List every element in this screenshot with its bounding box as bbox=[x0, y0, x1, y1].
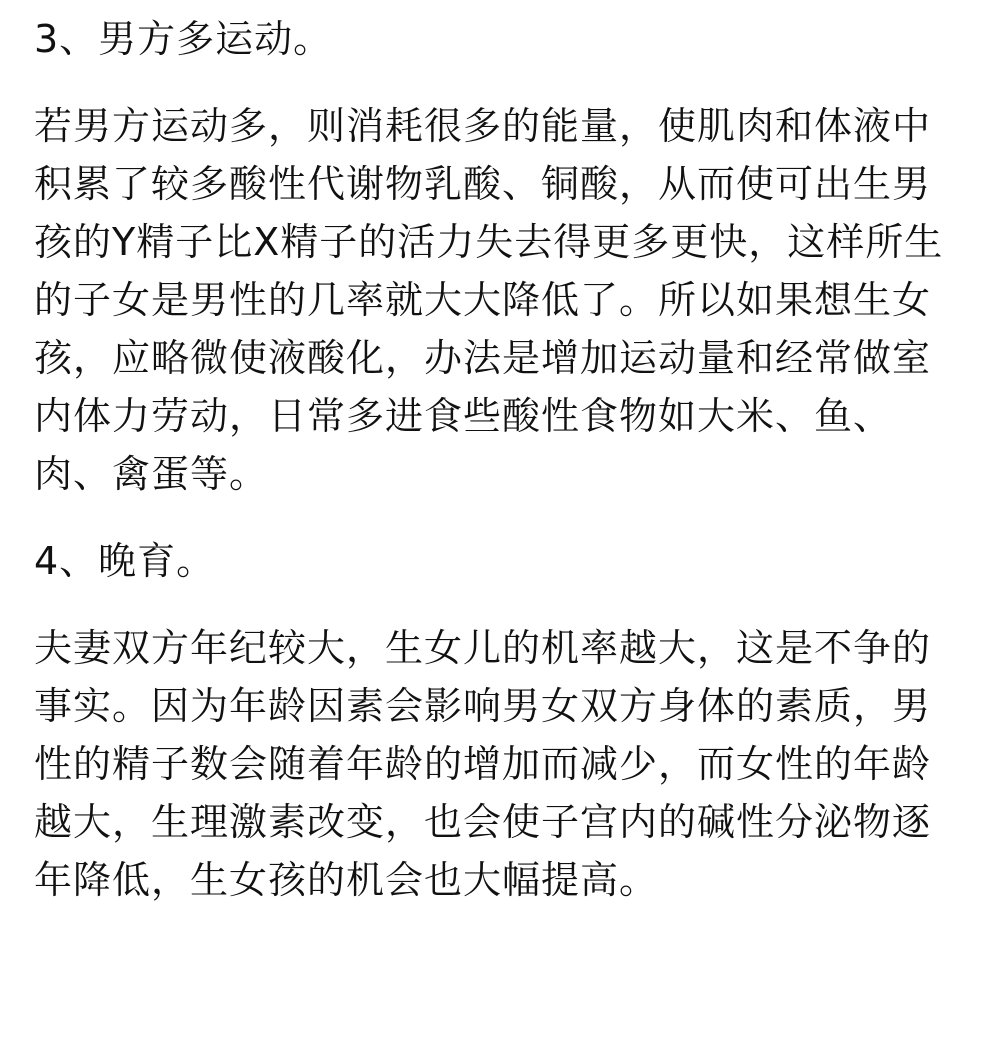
section-heading-3: 3、男方多运动。 bbox=[34, 17, 333, 61]
section-heading-4: 4、晚育。 bbox=[34, 539, 216, 583]
section-body-3: 若男方运动多，则消耗很多的能量，使肌肉和体液中积累了较多酸性代谢物乳酸、铜酸，从而使可出生男孩的Y精子比X精子的活力失去得更多更快，这样所生的子女是男性的几率就大大降低了。所以如果想生女孩，应略微使液酸化，办法是增加运动量和经常做室内体力劳动，日常多进食些酸性食物如大米、鱼、肉、禽蛋等。 bbox=[34, 104, 944, 496]
section-body-4: 夫妻双方年纪较大，生女儿的机率越大，这是不争的事实。因为年龄因素会影响男女双方身体的素质，男性的精子数会随着年龄的增加而减少，而女性的年龄越大，生理激素改变，也会使子宫内的碱性分泌物逐年降低，生女孩的机会也大幅提高。 bbox=[34, 626, 932, 902]
article bbox=[34, 10, 966, 938]
